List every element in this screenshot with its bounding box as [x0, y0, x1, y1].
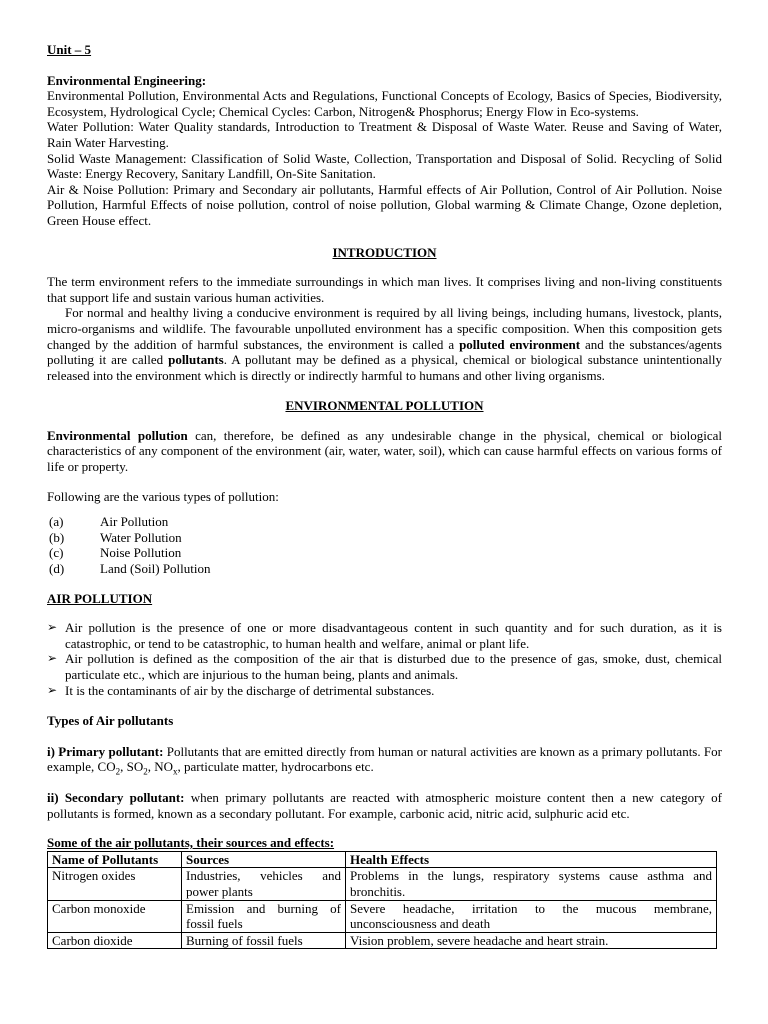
list-text: Noise Pollution — [100, 545, 182, 561]
secondary-text: when primary pollutants are reacted with atmospheric moisture content then a new category of pollutants is formed, known as a secondary pollutant. For example, carbonic acid, nitric acid, sulphuric acid etc. — [47, 789, 722, 821]
unit-title: Unit – 5 — [47, 42, 92, 57]
table-cell: Industries, vehicles and power plants — [182, 868, 346, 900]
list-item — [47, 530, 722, 546]
list-label: (c) — [49, 545, 64, 561]
list-item — [47, 545, 722, 561]
definition-text: can, therefore, be defined as any undesirable change in the physical, chemical or biological characteristics of any component of the environment (air, water, water, soil), which can cause harmful effects on various forms of life or property. — [47, 427, 722, 475]
list-item — [47, 683, 722, 699]
primary-text: , particulate matter, hydrocarbons etc. — [177, 759, 374, 775]
table-cell: Emission and burning of fossil fuels — [182, 900, 346, 932]
table-row — [48, 900, 717, 932]
intro-bold-term: polluted environment — [459, 336, 581, 352]
list-item — [47, 620, 722, 651]
env-pollution-definition — [47, 428, 722, 475]
list-text: Air Pollution — [100, 514, 169, 530]
table-header-cell: Health Effects — [346, 851, 717, 868]
table-header-cell: Sources — [182, 851, 346, 868]
primary-text: , SO — [120, 759, 144, 775]
syllabus-section — [47, 73, 722, 229]
bullet-text: Air pollution is the presence of one or more disadvantageous content in such quantity and for such duration, as it is catastrophic, or tend to be catastrophic, to human health and welfare, animal or plant life. — [65, 620, 722, 651]
table-caption: Some of the air pollutants, their sources and effects: — [47, 835, 335, 851]
list-text: Water Pollution — [100, 529, 182, 545]
primary-text: Pollutants that are emitted directly from human or natural activities are known as a primary pollutants. For example, CO — [47, 743, 722, 775]
primary-text: , NO — [147, 759, 173, 775]
arrow-bullet-icon: ➢ — [47, 620, 58, 635]
secondary-pollutant-paragraph — [47, 790, 722, 821]
list-label: (a) — [49, 514, 64, 530]
list-item — [47, 561, 722, 577]
document-page — [47, 42, 722, 949]
syllabus-line: Solid Waste Management: Classification of Solid Waste, Collection, Transportation and Disposal of Solid. Recycling of Solid Waste: Energy Recovery, Sanitary Landfill, On-Site Sanitation. — [47, 150, 722, 182]
air-pollution-bullets — [47, 620, 722, 698]
list-label: (d) — [49, 561, 65, 577]
arrow-bullet-icon: ➢ — [47, 651, 58, 666]
types-air-pollutants-heading: Types of Air pollutants — [47, 713, 174, 729]
table-cell: Vision problem, severe headache and heart strain. — [346, 932, 717, 949]
subscript: 2 — [115, 766, 121, 777]
intro-text: and the substances/agents polluting it are called — [47, 336, 722, 368]
primary-label: i) Primary pollutant: — [47, 743, 164, 759]
table-cell: Problems in the lungs, respiratory systems cause asthma and bronchitis. — [346, 868, 717, 900]
definition-term: Environmental pollution — [47, 427, 188, 443]
intro-paragraph-2 — [47, 305, 722, 383]
arrow-bullet-icon: ➢ — [47, 682, 58, 697]
subscript: x — [173, 766, 178, 777]
table-header-row — [48, 851, 717, 868]
air-pollution-heading: AIR POLLUTION — [47, 590, 153, 606]
bullet-text: Air pollution is defined as the composition of the air that is disturbed due to the presence of gas, smoke, dust, chemical particulate etc., which are injurious to the human being, plants and animals. — [65, 651, 722, 682]
list-item — [47, 514, 722, 530]
list-label: (b) — [49, 529, 65, 545]
table-cell: Carbon dioxide — [48, 932, 182, 949]
subscript: 2 — [143, 766, 148, 777]
table-cell: Carbon monoxide — [48, 900, 182, 932]
table-header-cell: Name of Pollutants — [48, 851, 182, 868]
syllabus-heading: Environmental Engineering: — [47, 72, 207, 88]
bullet-text: It is the contaminants of air by the discharge of detrimental substances. — [65, 682, 435, 698]
intro-bold-term: pollutants — [168, 352, 224, 368]
list-item — [47, 651, 722, 682]
syllabus-line: Air & Noise Pollution: Primary and Secondary air pollutants, Harmful effects of Air Pollution, Control of Air Pollution. Noise Pollution, Harmful Effects of noise pollution, control of noise pollution, Global warming & Climate Change, Ozone depletion, Green House effect. — [47, 181, 722, 228]
pollutants-table — [47, 851, 717, 950]
intro-paragraph-1: The term environment refers to the immediate surroundings in which man lives. It comprises living and non-living constituents that support life and sustain various human activities. — [47, 274, 722, 305]
table-cell: Severe headache, irritation to the mucous membrane, unconsciousness and death — [346, 900, 717, 932]
syllabus-line: Environmental Pollution, Environmental Acts and Regulations, Functional Concepts of Ecology, Basics of Species, Biodiversity, Ecosystem, Hydrological Cycle; Chemical Cycles: Carbon, Nitrogen& Phosphorus; Energy Flow in Eco-systems. — [47, 88, 722, 119]
table-row — [48, 868, 717, 900]
table-row — [48, 932, 717, 949]
secondary-label: ii) Secondary pollutant: — [47, 789, 185, 805]
pollution-types-intro: Following are the various types of pollution: — [47, 488, 279, 504]
pollution-types-list — [47, 514, 722, 576]
primary-pollutant-paragraph — [47, 744, 722, 775]
syllabus-line: Water Pollution: Water Quality standards, Introduction to Treatment & Disposal of Waste Water. Reuse and Saving of Water, Rain Water Harvesting. — [47, 119, 722, 150]
intro-text: For normal and healthy living a conducive environment is required by all living beings, including humans, livestock, plants, micro-organisms and wildlife. The favourable unpolluted environment has a specific composition. When this composition gets changed by the addition of harmful substances, the environment is called a — [47, 305, 722, 352]
env-pollution-heading: ENVIRONMENTAL POLLUTION — [285, 398, 484, 414]
table-cell: Nitrogen oxides — [48, 868, 182, 900]
table-cell: Burning of fossil fuels — [182, 932, 346, 949]
list-text: Land (Soil) Pollution — [100, 561, 211, 577]
intro-text: . A pollutant may be defined as a physical, chemical or biological substance unintentionally released into the environment which is directly or indirectly harmful to humans and other living organisms. — [47, 352, 722, 383]
introduction-heading: INTRODUCTION — [332, 244, 437, 260]
